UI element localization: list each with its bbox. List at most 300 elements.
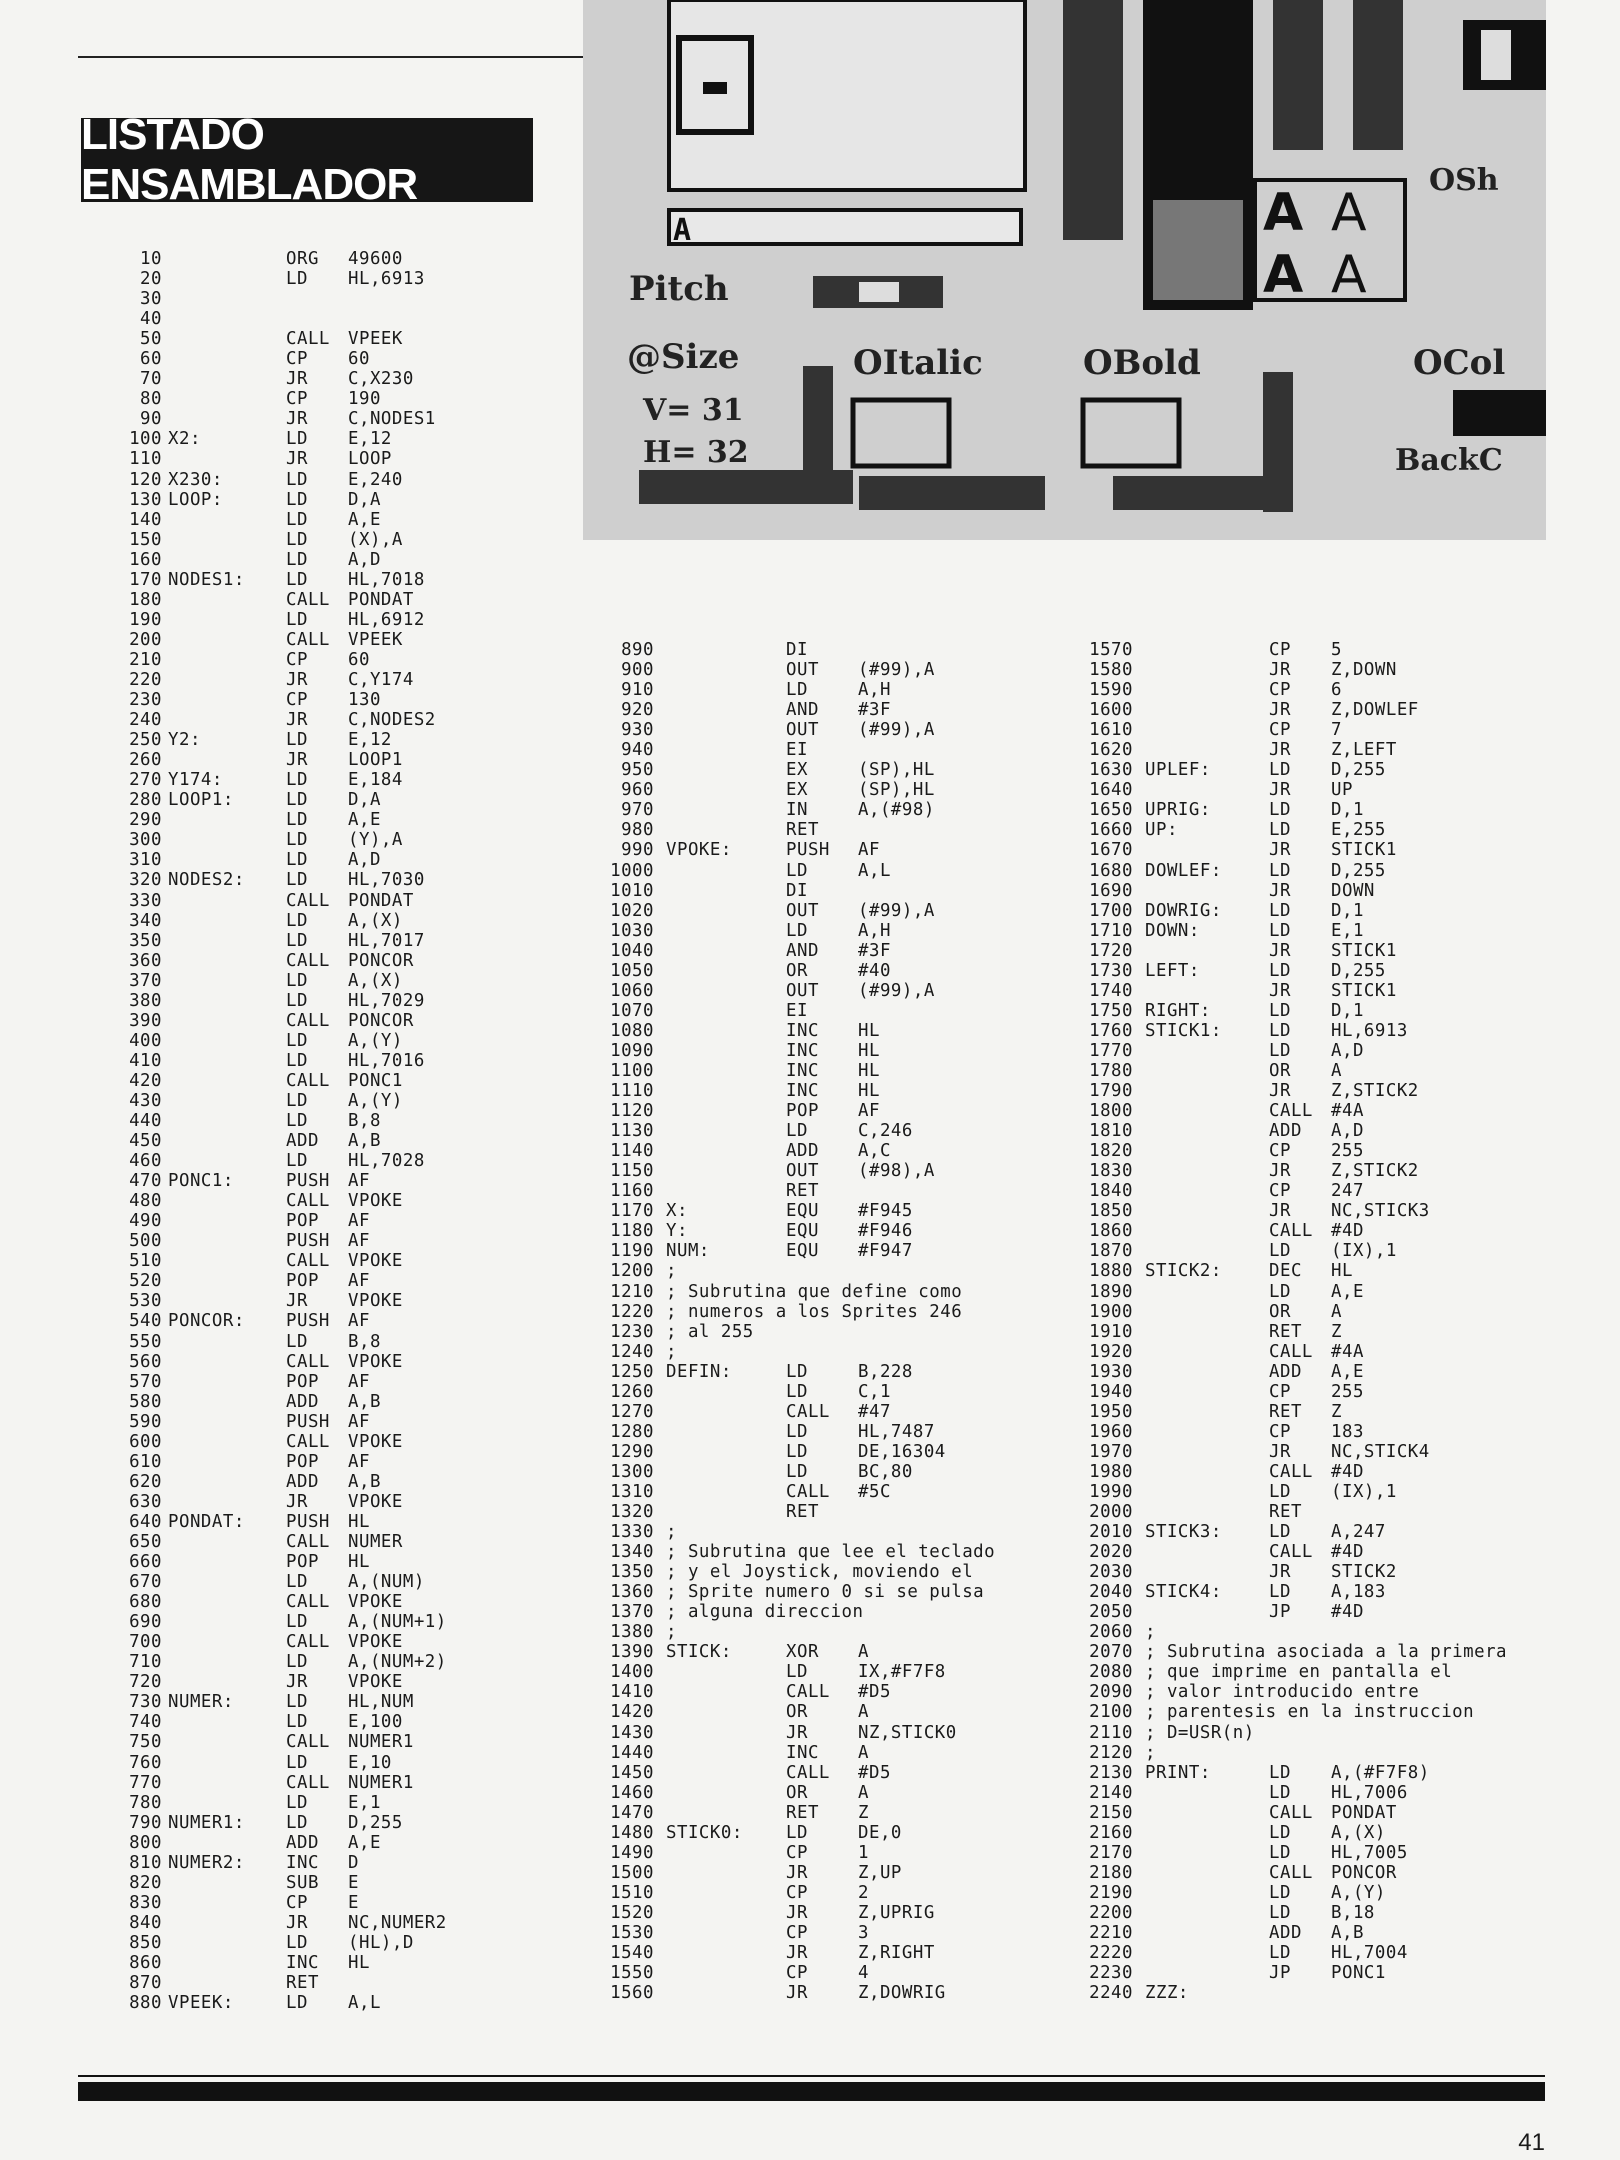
code-mnemonic: JR bbox=[786, 1983, 808, 2004]
code-line bbox=[1075, 1041, 1555, 1061]
code-line bbox=[110, 1131, 470, 1151]
code-mnemonic: LD bbox=[1269, 1943, 1291, 1964]
code-line bbox=[596, 1723, 1066, 1743]
line-number: 460 bbox=[129, 1151, 162, 1172]
code-line bbox=[1075, 861, 1555, 881]
line-number: 1430 bbox=[610, 1722, 654, 1743]
code-mnemonic: RET bbox=[786, 1502, 819, 1523]
code-operand: D,1 bbox=[1331, 1000, 1364, 1021]
code-mnemonic: DI bbox=[786, 880, 808, 901]
code-mnemonic: LD bbox=[1269, 1782, 1291, 1803]
line-number: 730 bbox=[129, 1692, 162, 1713]
code-operand: (#99),A bbox=[858, 720, 935, 741]
code-label: ; Subrutina asociada a la primera bbox=[1145, 1642, 1508, 1663]
code-mnemonic: LD bbox=[286, 850, 308, 871]
code-mnemonic: JR bbox=[1269, 980, 1291, 1001]
line-number: 260 bbox=[129, 750, 162, 771]
line-number: 1210 bbox=[610, 1281, 654, 1302]
code-mnemonic: CALL bbox=[286, 1732, 330, 1753]
code-line bbox=[110, 1532, 470, 1552]
line-number: 1370 bbox=[610, 1602, 654, 1623]
code-label: ; parentesis en la instruccion bbox=[1145, 1702, 1475, 1723]
font-sample-3: A bbox=[1263, 245, 1304, 305]
code-line bbox=[596, 1502, 1066, 1522]
code-operand: 6 bbox=[1331, 680, 1342, 701]
line-number: 950 bbox=[621, 760, 654, 781]
code-operand: B,18 bbox=[1331, 1902, 1375, 1923]
line-number: 1990 bbox=[1089, 1481, 1133, 1502]
line-number: 1810 bbox=[1089, 1121, 1133, 1142]
code-mnemonic: JR bbox=[286, 1291, 308, 1312]
line-number: 190 bbox=[129, 609, 162, 630]
line-number: 1010 bbox=[610, 880, 654, 901]
line-number: 1980 bbox=[1089, 1461, 1133, 1482]
code-mnemonic: INC bbox=[286, 1952, 319, 1973]
code-mnemonic: SUB bbox=[286, 1872, 319, 1893]
code-line bbox=[110, 1773, 470, 1793]
code-mnemonic: PUSH bbox=[786, 840, 830, 861]
line-number: 1650 bbox=[1089, 800, 1133, 821]
code-line bbox=[1075, 1101, 1555, 1121]
code-mnemonic: JP bbox=[1269, 1602, 1291, 1623]
code-operand: A bbox=[858, 1742, 869, 1763]
line-number: 2030 bbox=[1089, 1562, 1133, 1583]
code-mnemonic: LD bbox=[286, 970, 308, 991]
code-mnemonic: EQU bbox=[786, 1201, 819, 1222]
code-line bbox=[1075, 1502, 1555, 1522]
code-operand: #5C bbox=[858, 1481, 891, 1502]
line-number: 1120 bbox=[610, 1101, 654, 1122]
line-number: 1080 bbox=[610, 1020, 654, 1041]
code-line bbox=[1075, 1843, 1555, 1863]
code-operand: #D5 bbox=[858, 1682, 891, 1703]
code-line bbox=[110, 750, 470, 770]
line-number: 1280 bbox=[610, 1421, 654, 1442]
code-operand: DOWN bbox=[1331, 880, 1375, 901]
line-number: 70 bbox=[140, 369, 162, 390]
line-number: 90 bbox=[140, 409, 162, 430]
code-operand: HL bbox=[1331, 1261, 1353, 1282]
line-number: 1420 bbox=[610, 1702, 654, 1723]
code-line bbox=[596, 1221, 1066, 1241]
code-label: STICK0: bbox=[666, 1822, 743, 1843]
code-operand: B,8 bbox=[348, 1111, 381, 1132]
line-number: 1030 bbox=[610, 920, 654, 941]
code-line bbox=[110, 610, 470, 630]
code-line bbox=[1075, 660, 1555, 680]
code-operand: A bbox=[858, 1702, 869, 1723]
line-number: 1340 bbox=[610, 1542, 654, 1563]
code-line bbox=[1075, 1221, 1555, 1241]
code-operand: #40 bbox=[858, 960, 891, 981]
code-operand: LOOP bbox=[348, 449, 392, 470]
code-line bbox=[1075, 1602, 1555, 1622]
code-mnemonic: CALL bbox=[286, 950, 330, 971]
code-line bbox=[1075, 1081, 1555, 1101]
code-operand: D,255 bbox=[1331, 860, 1386, 881]
code-mnemonic: LD bbox=[1269, 1040, 1291, 1061]
code-operand: #4D bbox=[1331, 1602, 1364, 1623]
line-number: 1960 bbox=[1089, 1421, 1133, 1442]
code-label: ; bbox=[1145, 1742, 1156, 1763]
code-line bbox=[596, 1482, 1066, 1502]
line-number: 320 bbox=[129, 870, 162, 891]
back-label: BackC bbox=[1395, 443, 1503, 478]
code-line bbox=[1075, 1763, 1555, 1783]
code-line bbox=[1075, 1702, 1555, 1722]
code-operand: (X),A bbox=[348, 529, 403, 550]
code-mnemonic: OUT bbox=[786, 1161, 819, 1182]
code-operand: 4 bbox=[858, 1963, 869, 1984]
code-mnemonic: LD bbox=[286, 810, 308, 831]
code-mnemonic: CALL bbox=[786, 1682, 830, 1703]
code-label: LOOP: bbox=[168, 489, 223, 510]
code-mnemonic: LD bbox=[1269, 1020, 1291, 1041]
code-operand: #4D bbox=[1331, 1542, 1364, 1563]
line-number: 1580 bbox=[1089, 660, 1133, 681]
code-label: ; Sprite numero 0 si se pulsa bbox=[666, 1582, 985, 1603]
code-operand: D,1 bbox=[1331, 800, 1364, 821]
line-number: 430 bbox=[129, 1090, 162, 1111]
code-operand: A,(Y) bbox=[348, 1030, 403, 1051]
line-number: 690 bbox=[129, 1612, 162, 1633]
code-line bbox=[110, 1612, 470, 1632]
code-line bbox=[1075, 1863, 1555, 1883]
code-line bbox=[596, 1582, 1066, 1602]
code-operand: (SP),HL bbox=[858, 780, 935, 801]
code-operand: IX,#F7F8 bbox=[858, 1662, 946, 1683]
code-line bbox=[1075, 820, 1555, 840]
code-line bbox=[1075, 1682, 1555, 1702]
code-line bbox=[1075, 1562, 1555, 1582]
listing-column-1 bbox=[110, 249, 470, 2013]
line-number: 1320 bbox=[610, 1502, 654, 1523]
code-mnemonic: POP bbox=[286, 1211, 319, 1232]
line-number: 580 bbox=[129, 1391, 162, 1412]
line-number: 1740 bbox=[1089, 980, 1133, 1001]
code-line bbox=[110, 1251, 470, 1271]
code-line bbox=[596, 881, 1066, 901]
code-line bbox=[1075, 921, 1555, 941]
code-operand: A,E bbox=[1331, 1361, 1364, 1382]
code-line bbox=[110, 690, 470, 710]
code-label: Y: bbox=[666, 1221, 688, 1242]
code-operand: 60 bbox=[348, 649, 370, 670]
code-mnemonic: LD bbox=[286, 1652, 308, 1673]
line-number: 1410 bbox=[610, 1682, 654, 1703]
line-number: 960 bbox=[621, 780, 654, 801]
code-operand: PONCOR bbox=[348, 950, 414, 971]
code-operand: B,8 bbox=[348, 1331, 381, 1352]
code-mnemonic: RET bbox=[786, 1181, 819, 1202]
line-number: 760 bbox=[129, 1752, 162, 1773]
code-mnemonic: LD bbox=[1269, 1582, 1291, 1603]
line-number: 740 bbox=[129, 1712, 162, 1733]
line-number: 1800 bbox=[1089, 1101, 1133, 1122]
line-number: 220 bbox=[129, 669, 162, 690]
code-mnemonic: LD bbox=[786, 1461, 808, 1482]
code-operand: HL bbox=[858, 1020, 880, 1041]
code-line bbox=[110, 1933, 470, 1953]
code-operand: A,247 bbox=[1331, 1522, 1386, 1543]
code-label: LOOP1: bbox=[168, 790, 234, 811]
code-operand: VPOKE bbox=[348, 1592, 403, 1613]
code-line bbox=[110, 850, 470, 870]
code-line bbox=[110, 1432, 470, 1452]
line-number: 750 bbox=[129, 1732, 162, 1753]
color-label: OCol bbox=[1413, 343, 1506, 383]
code-line bbox=[110, 1572, 470, 1592]
code-line bbox=[110, 329, 470, 349]
code-operand: #4D bbox=[1331, 1221, 1364, 1242]
code-line bbox=[596, 1462, 1066, 1482]
code-operand: #47 bbox=[858, 1401, 891, 1422]
code-operand: (Y),A bbox=[348, 830, 403, 851]
code-mnemonic: LD bbox=[286, 469, 308, 490]
code-mnemonic: LD bbox=[286, 569, 308, 590]
code-mnemonic: ADD bbox=[1269, 1121, 1302, 1142]
line-number: 1610 bbox=[1089, 720, 1133, 741]
code-mnemonic: CALL bbox=[786, 1481, 830, 1502]
line-number: 1160 bbox=[610, 1181, 654, 1202]
code-operand: (#99),A bbox=[858, 660, 935, 681]
code-operand: B,228 bbox=[858, 1361, 913, 1382]
code-mnemonic: CALL bbox=[1269, 1542, 1313, 1563]
code-operand: D,255 bbox=[1331, 960, 1386, 981]
code-mnemonic: JR bbox=[786, 1902, 808, 1923]
code-mnemonic: ADD bbox=[286, 1471, 319, 1492]
code-operand: #F947 bbox=[858, 1241, 913, 1262]
code-mnemonic: RET bbox=[786, 820, 819, 841]
code-operand: A,D bbox=[348, 850, 381, 871]
code-operand: C,NODES2 bbox=[348, 710, 436, 731]
line-number: 1260 bbox=[610, 1381, 654, 1402]
code-line bbox=[110, 1973, 470, 1993]
line-number: 1440 bbox=[610, 1742, 654, 1763]
code-operand: A,D bbox=[1331, 1121, 1364, 1142]
line-number: 1700 bbox=[1089, 900, 1133, 921]
code-operand: A,(#F7F8) bbox=[1331, 1762, 1430, 1783]
code-mnemonic: LD bbox=[1269, 1481, 1291, 1502]
code-mnemonic: CP bbox=[1269, 720, 1291, 741]
code-operand: A,(NUM+1) bbox=[348, 1612, 447, 1633]
line-number: 1020 bbox=[610, 900, 654, 921]
code-line bbox=[110, 1833, 470, 1853]
code-operand: STICK2 bbox=[1331, 1562, 1397, 1583]
code-line bbox=[596, 1602, 1066, 1622]
code-mnemonic: CALL bbox=[786, 1401, 830, 1422]
line-number: 510 bbox=[129, 1251, 162, 1272]
line-number: 1040 bbox=[610, 940, 654, 961]
code-mnemonic: POP bbox=[286, 1451, 319, 1472]
code-operand: HL,7029 bbox=[348, 990, 425, 1011]
code-line bbox=[110, 289, 470, 309]
code-operand: Z,RIGHT bbox=[858, 1943, 935, 1964]
code-label: NUMER: bbox=[168, 1692, 234, 1713]
line-number: 250 bbox=[129, 730, 162, 751]
code-mnemonic: CALL bbox=[286, 1070, 330, 1091]
code-mnemonic: RET bbox=[1269, 1321, 1302, 1342]
code-operand: (#99),A bbox=[858, 900, 935, 921]
code-line bbox=[1075, 1302, 1555, 1322]
line-number: 2040 bbox=[1089, 1582, 1133, 1603]
code-mnemonic: RET bbox=[786, 1802, 819, 1823]
section-title: LISTADO ENSAMBLADOR bbox=[81, 118, 533, 202]
code-mnemonic: JR bbox=[1269, 880, 1291, 901]
code-line bbox=[596, 1843, 1066, 1863]
code-operand: 2 bbox=[858, 1882, 869, 1903]
code-operand: A,L bbox=[858, 860, 891, 881]
code-mnemonic: OUT bbox=[786, 980, 819, 1001]
line-number: 1290 bbox=[610, 1441, 654, 1462]
line-number: 1720 bbox=[1089, 940, 1133, 961]
code-line bbox=[596, 1282, 1066, 1302]
line-number: 470 bbox=[129, 1171, 162, 1192]
code-mnemonic: JP bbox=[1269, 1963, 1291, 1984]
code-operand: A,E bbox=[348, 810, 381, 831]
code-operand: A,(NUM) bbox=[348, 1572, 425, 1593]
code-mnemonic: LD bbox=[1269, 1762, 1291, 1783]
code-line bbox=[110, 991, 470, 1011]
line-number: 1530 bbox=[610, 1923, 654, 1943]
code-line bbox=[110, 891, 470, 911]
line-number: 1240 bbox=[610, 1341, 654, 1362]
line-number: 310 bbox=[129, 850, 162, 871]
code-mnemonic: LD bbox=[286, 730, 308, 751]
code-mnemonic: JR bbox=[1269, 840, 1291, 861]
code-mnemonic: OUT bbox=[786, 900, 819, 921]
code-line bbox=[110, 1492, 470, 1512]
code-operand: Z,STICK2 bbox=[1331, 1161, 1419, 1182]
code-operand: A,183 bbox=[1331, 1582, 1386, 1603]
code-operand: HL,7487 bbox=[858, 1421, 935, 1442]
code-operand: DE,0 bbox=[858, 1822, 902, 1843]
code-operand: A,E bbox=[348, 1832, 381, 1853]
line-number: 1630 bbox=[1089, 760, 1133, 781]
code-mnemonic: JR bbox=[286, 409, 308, 430]
line-number: 2180 bbox=[1089, 1862, 1133, 1883]
line-number: 1350 bbox=[610, 1562, 654, 1583]
code-line bbox=[110, 1853, 470, 1873]
line-number: 1640 bbox=[1089, 780, 1133, 801]
code-line bbox=[1075, 1001, 1555, 1021]
code-mnemonic: LD bbox=[286, 1050, 308, 1071]
code-mnemonic: CP bbox=[786, 1882, 808, 1903]
code-operand: 60 bbox=[348, 349, 370, 370]
code-operand: AF bbox=[858, 840, 880, 861]
line-number: 10 bbox=[140, 249, 162, 269]
line-number: 1830 bbox=[1089, 1161, 1133, 1182]
code-line bbox=[110, 1632, 470, 1652]
code-operand: A,(Y) bbox=[1331, 1882, 1386, 1903]
code-mnemonic: JR bbox=[286, 750, 308, 771]
code-line bbox=[110, 1211, 470, 1231]
line-number: 1890 bbox=[1089, 1281, 1133, 1302]
line-number: 1910 bbox=[1089, 1321, 1133, 1342]
line-number: 480 bbox=[129, 1191, 162, 1212]
code-label: NODES1: bbox=[168, 569, 245, 590]
char-input-label: A bbox=[673, 213, 692, 248]
line-number: 1570 bbox=[1089, 640, 1133, 660]
code-operand: #4A bbox=[1331, 1101, 1364, 1122]
code-operand: 3 bbox=[858, 1923, 869, 1943]
code-line bbox=[110, 1672, 470, 1692]
line-number: 1220 bbox=[610, 1301, 654, 1322]
code-mnemonic: LD bbox=[1269, 800, 1291, 821]
code-operand: E,100 bbox=[348, 1712, 403, 1733]
code-operand: HL,6912 bbox=[348, 609, 425, 630]
line-number: 210 bbox=[129, 649, 162, 670]
line-number: 30 bbox=[140, 289, 162, 310]
line-number: 540 bbox=[129, 1311, 162, 1332]
code-line bbox=[1075, 1923, 1555, 1943]
code-operand: AF bbox=[348, 1171, 370, 1192]
line-number: 1050 bbox=[610, 960, 654, 981]
code-mnemonic: POP bbox=[786, 1101, 819, 1122]
code-operand: AF bbox=[348, 1271, 370, 1292]
code-operand: C,X230 bbox=[348, 369, 414, 390]
line-number: 860 bbox=[129, 1952, 162, 1973]
code-operand: A,B bbox=[1331, 1923, 1364, 1943]
line-number: 1840 bbox=[1089, 1181, 1133, 1202]
code-line bbox=[596, 1702, 1066, 1722]
code-line bbox=[1075, 720, 1555, 740]
code-operand: E bbox=[348, 1892, 359, 1913]
code-mnemonic: LD bbox=[286, 609, 308, 630]
code-mnemonic: LD bbox=[1269, 860, 1291, 881]
line-number: 1820 bbox=[1089, 1141, 1133, 1162]
code-mnemonic: EQU bbox=[786, 1241, 819, 1262]
code-line bbox=[596, 1261, 1066, 1281]
code-line bbox=[110, 1051, 470, 1071]
line-number: 1520 bbox=[610, 1902, 654, 1923]
code-operand: HL,7017 bbox=[348, 930, 425, 951]
code-line bbox=[596, 1963, 1066, 1983]
line-number: 1940 bbox=[1089, 1381, 1133, 1402]
code-line bbox=[110, 530, 470, 550]
code-mnemonic: INC bbox=[286, 1852, 319, 1873]
code-operand: HL bbox=[348, 1511, 370, 1532]
code-mnemonic: INC bbox=[786, 1020, 819, 1041]
code-label: NUMER1: bbox=[168, 1812, 245, 1833]
line-number: 340 bbox=[129, 910, 162, 931]
code-line bbox=[1075, 1743, 1555, 1763]
code-mnemonic: PUSH bbox=[286, 1511, 330, 1532]
code-operand: HL,7016 bbox=[348, 1050, 425, 1071]
line-number: 1620 bbox=[1089, 740, 1133, 761]
code-operand: D,A bbox=[348, 489, 381, 510]
line-number: 2080 bbox=[1089, 1662, 1133, 1683]
italic-label: OItalic bbox=[853, 343, 983, 383]
code-operand: 255 bbox=[1331, 1381, 1364, 1402]
line-number: 420 bbox=[129, 1070, 162, 1091]
line-number: 160 bbox=[129, 549, 162, 570]
code-line bbox=[596, 1562, 1066, 1582]
code-mnemonic: INC bbox=[786, 1081, 819, 1102]
code-mnemonic: EI bbox=[786, 740, 808, 761]
code-line bbox=[596, 1943, 1066, 1963]
line-number: 1230 bbox=[610, 1321, 654, 1342]
code-mnemonic: LD bbox=[1269, 1822, 1291, 1843]
code-mnemonic: CP bbox=[1269, 1181, 1291, 1202]
code-mnemonic: LD bbox=[286, 509, 308, 530]
line-number: 2000 bbox=[1089, 1502, 1133, 1523]
code-operand: A,D bbox=[348, 549, 381, 570]
code-label: UPLEF: bbox=[1145, 760, 1211, 781]
line-number: 1670 bbox=[1089, 840, 1133, 861]
code-line bbox=[1075, 840, 1555, 860]
code-mnemonic: LD bbox=[786, 1421, 808, 1442]
